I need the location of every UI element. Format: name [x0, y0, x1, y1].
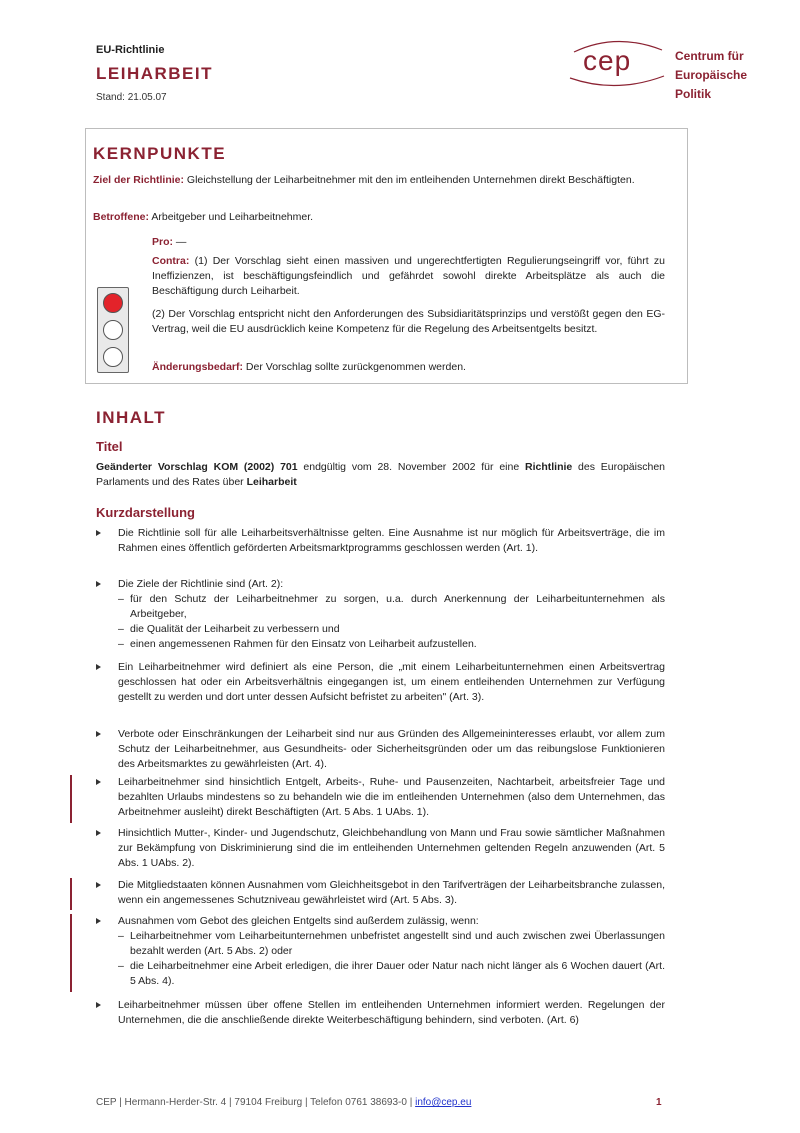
sub-list-item-text: für den Schutz der Leiharbeitnehmer zu sorgen, u.a. durch Anerkennung der Leiharbeitunternehmen als Arbeitgeber,: [130, 593, 665, 620]
list-item-text: Leiharbeitnehmer müssen über offene Stellen im entleihenden Unternehmen informiert werden. Regelungen der Unternehmen, die die anschließende direkte Weiterbeschäftigung behindern, sind verboten. (Art. 6): [118, 999, 665, 1026]
kernpunkt-pro: [152, 235, 665, 250]
bullet-arrow-icon: [96, 530, 101, 536]
list-item-text: Verbote oder Einschränkungen der Leiharbeit sind nur aus Gründen des Allgemeininteresses erlaubt, vor allem zum Schutz der Leiharbeitnehmer, aus Gesundheits- oder Sicherheitsgründen oder um das reibungslose Funktionieren des Arbeitsmarktes zu gewährleisten (Art. 4).: [118, 728, 665, 770]
document-type: EU-Richtlinie: [96, 44, 165, 56]
list-item-text: Die Ziele der Richtlinie sind (Art. 2):: [118, 578, 284, 590]
list-item: [96, 878, 665, 908]
kurzdarstellung-heading: Kurzdarstellung: [96, 505, 195, 520]
sub-list-item: – Leiharbeitnehmer vom Leiharbeitunternehmen unbefristet angestellt sind und auch zwischen zwei Überlassungen bezahlt werden (Art. 5 Abs. 2) oder: [118, 930, 665, 957]
bullet-arrow-icon: [96, 918, 101, 924]
kernpunkte-heading: KERNPUNKTE: [93, 144, 227, 163]
list-item: [96, 775, 665, 820]
ziel-label: Ziel der Richtlinie:: [93, 174, 185, 186]
titel-bold: Geänderter Vorschlag KOM (2002) 701: [96, 461, 298, 473]
footer-email-link[interactable]: info@cep.eu: [415, 1097, 472, 1108]
sub-list: [118, 929, 665, 989]
sub-list-item: – einen angemessenen Rahmen für den Einsatz von Leiharbeit aufzustellen.: [118, 638, 477, 650]
ziel-text: Gleichstellung der Leiharbeitnehmer mit den im entleihenden Unternehmen direkt Beschäftigten.: [184, 174, 635, 186]
document-date: Stand: 21.05.07: [96, 92, 167, 103]
list-item: [96, 526, 665, 556]
sub-list-item: – für den Schutz der Leiharbeitnehmer zu sorgen, u.a. durch Anerkennung der Leiharbeitunternehmen als Arbeitgeber,: [118, 593, 665, 620]
list-item-text: Leiharbeitnehmer sind hinsichtlich Entgelt, Arbeits-, Ruhe- und Pausenzeiten, Nachtarbeit, arbeitsfreier Tage und bezahlten Urlaubs mindestens so zu behandeln wie die im entleihenden Unternehmen (also dem Unternehmen, das Arbeitnehmer ausleiht) direkt Beschäftigten (Art. 5 Abs. 1 UAbs. 1).: [118, 776, 665, 818]
bullet-arrow-icon: [96, 581, 101, 587]
page-number: 1: [656, 1097, 662, 1108]
org-name-line: Politik: [675, 87, 712, 101]
org-name-line: Europäische: [675, 68, 748, 82]
bullet-arrow-icon: [96, 664, 101, 670]
org-name-line: Centrum für: [675, 49, 744, 63]
titel-text: [96, 460, 665, 490]
kernpunkt-betroffene: [93, 210, 665, 225]
list-item: [96, 660, 665, 705]
betroffene-text: Arbeitgeber und Leiharbeitnehmer.: [149, 211, 314, 223]
red-lamp-icon: [103, 293, 123, 313]
change-marker: [70, 878, 72, 910]
contra-text: (1) Der Vorschlag sieht einen massiven und ungerechtfertigten Regulierungseingriff vor, führt zu Ineffizienzen, ist beschäftigungsfeindlich und gefährdet sowohl direkte Arbeitsplätze als auch die Beschäftigung durch Leiharbeit.: [152, 255, 665, 297]
cep-logo: cep: [583, 45, 632, 76]
list-item-text: Ein Leiharbeitnehmer wird definiert als eine Person, die „mit einem Leiharbeitunternehmen einen Arbeitsvertrag geschlossen hat oder ein Arbeitsverhältnis eingegangen ist, um einem entleihenden Unternehmen zur Verfügung gestellt zu werden und dort unter dessen Aufsicht befristet zu arbeiten" (Art. 3).: [118, 661, 665, 703]
list-item: [96, 826, 665, 871]
footer-address: [96, 1097, 471, 1108]
yellow-lamp-icon: [103, 320, 123, 340]
sub-list-item-text: die Leiharbeitnehmer eine Arbeit erledigen, die ihrer Dauer oder Natur nach nicht länger als 6 Wochen dauert (Art. 5 Abs. 4).: [130, 960, 665, 987]
sub-list-item-text: einen angemessenen Rahmen für den Einsatz von Leiharbeit aufzustellen.: [130, 638, 477, 650]
titel-bold: Richtlinie: [524, 461, 573, 473]
kernpunkt-contra-2: (2) Der Vorschlag entspricht nicht den Anforderungen des Subsidiaritätsprinzips und verstößt gegen den EG-Vertrag, weil die EU ausdrücklich keine Kompetenz für die Regelung des Arbeitsentgelts besitzt.: [152, 308, 665, 335]
list-item: [96, 998, 665, 1028]
bullet-arrow-icon: [96, 1002, 101, 1008]
sub-list-item: – die Qualität der Leiharbeit zu verbessern und: [118, 623, 340, 635]
list-item: [96, 577, 665, 652]
kernpunkt-contra: [152, 254, 665, 299]
list-item-text: Die Richtlinie soll für alle Leiharbeitsverhältnisse gelten. Eine Ausnahme ist nur möglich für Arbeitsverträge, die im Rahmen eines öffentlich geförderten Arbeitsmarktprogramms geschlossen werden (Art. 1).: [118, 527, 665, 554]
footer-address-text: CEP | Hermann-Herder-Str. 4 | 79104 Freiburg | Telefon 0761 38693-0 |: [96, 1097, 416, 1108]
inhalt-heading: INHALT: [96, 408, 167, 427]
list-item-text: Die Mitgliedstaaten können Ausnahmen vom Gleichheitsgebot in den Tarifverträgen der Leiharbeitsbranche zulassen, wenn ein angemessenes Schutzniveau gewährleistet wird (Art. 5 Abs. 3).: [118, 879, 665, 906]
contra-label: Contra:: [152, 255, 190, 267]
sub-list-item: – die Leiharbeitnehmer eine Arbeit erledigen, die ihrer Dauer oder Natur nach nicht länger als 6 Wochen dauert (Art. 5 Abs. 4).: [118, 960, 665, 987]
traffic-light-icon: [97, 287, 129, 373]
titel-bold: Leiharbeit: [246, 476, 297, 488]
bullet-arrow-icon: [96, 779, 101, 785]
sub-list-item-text: die Qualität der Leiharbeit zu verbessern und: [130, 623, 340, 635]
kernpunkt-ziel: [93, 173, 665, 188]
pro-label: Pro:: [152, 236, 173, 248]
list-item: [96, 914, 665, 989]
bullet-arrow-icon: [96, 731, 101, 737]
list-item: [96, 727, 665, 772]
sub-list: [118, 592, 665, 652]
titel-heading: Titel: [96, 439, 123, 454]
list-item-text: Ausnahmen vom Gebot des gleichen Entgelts sind außerdem zulässig, wenn:: [118, 915, 479, 927]
betroffene-label: Betroffene:: [93, 211, 150, 223]
change-marker: [70, 914, 72, 992]
titel-part: des Europäischen Parlaments und des Rates über: [96, 461, 665, 488]
aenderung-label: Änderungsbedarf:: [152, 361, 244, 373]
kernpunkt-aenderungsbedarf: [152, 360, 665, 375]
document-title: LEIHARBEIT: [96, 64, 213, 83]
change-marker: [70, 775, 72, 823]
org-name: [675, 47, 747, 104]
titel-part: endgültig vom 28. November 2002 für eine: [297, 461, 525, 473]
sub-list-item-text: Leiharbeitnehmer vom Leiharbeitunternehmen unbefristet angestellt sind und auch zwischen zwei Überlassungen bezahlt werden (Art. 5 Abs. 2) oder: [130, 930, 665, 957]
bullet-arrow-icon: [96, 830, 101, 836]
list-item-text: Hinsichtlich Mutter-, Kinder- und Jugendschutz, Gleichbehandlung von Mann und Frau sowie sämtlicher Maßnahmen zur Bekämpfung von Diskriminierung sind die im entleihenden Unternehmen geltenden Regeln anzuwenden (Art. 5 Abs. 1 UAbs. 2).: [118, 827, 665, 869]
bullet-arrow-icon: [96, 882, 101, 888]
green-lamp-icon: [103, 347, 123, 367]
aenderung-text: Der Vorschlag sollte zurückgenommen werden.: [243, 361, 466, 373]
pro-text: —: [173, 236, 187, 248]
